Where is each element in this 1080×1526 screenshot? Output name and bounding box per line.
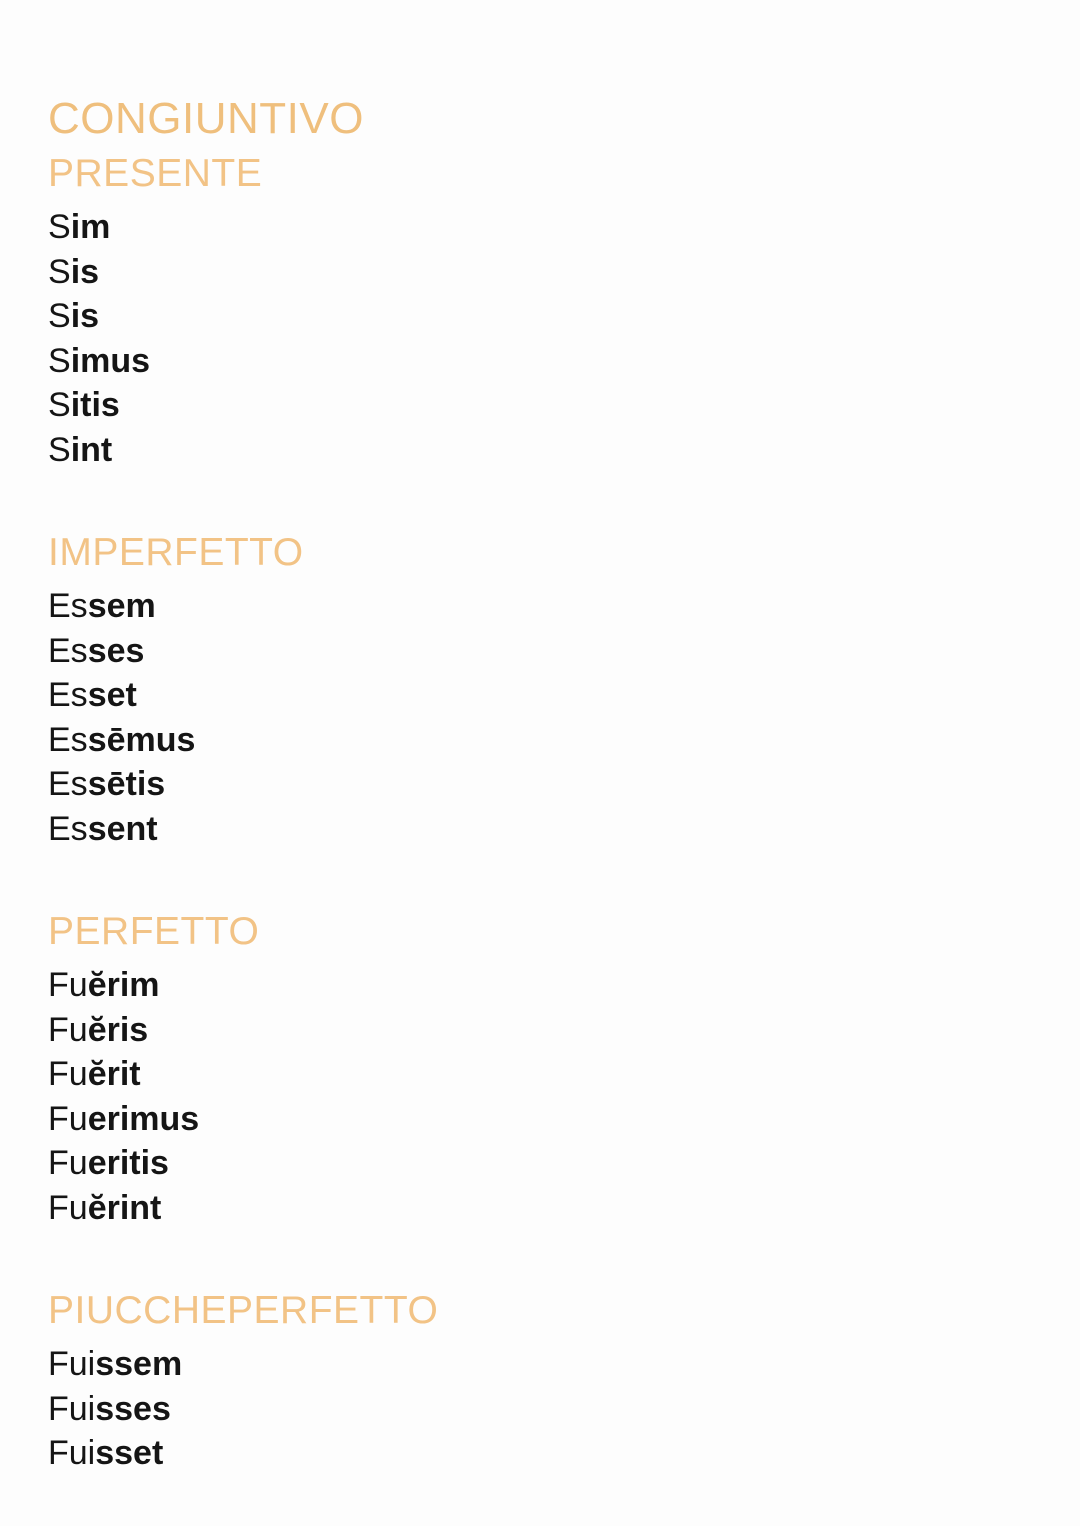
section-heading-imperfetto: IMPERFETTO [48,531,304,574]
verb-form: Essent [48,809,158,848]
verb-form: Fueritis [48,1144,169,1182]
verb-form: Sitis [48,386,120,424]
page-title: CONGIUNTIVO [48,94,364,143]
verb-form: Esses [48,631,145,670]
verb-form: Fuĕrit [48,1055,141,1093]
verb-form: Fuĕrint [48,1188,162,1227]
verb-form: Essētis [48,765,166,803]
verb-form: Essem [48,587,156,625]
section-imperfetto [48,530,1032,851]
verb-form: Sint [48,430,113,469]
verb-form: Fuisset [48,1434,164,1472]
verb-form: Fuĕrim [48,966,160,1004]
verb-form: Esset [48,676,137,714]
verb-form: Sis [48,297,100,335]
verb-form: Fuĕris [48,1010,149,1049]
section-piuccheperfetto [48,1288,1032,1476]
verb-form: Sis [48,252,100,291]
section-heading-piuccheperfetto: PIUCCHEPERFETTO [48,1289,439,1332]
section-perfetto [48,909,1032,1230]
verb-form: Essēmus [48,720,196,759]
verb-form: Fuerimus [48,1099,200,1138]
verb-form: Sim [48,208,111,246]
verb-form: Fuisses [48,1389,171,1428]
verb-form: Fuissem [48,1345,183,1383]
section-heading-perfetto: PERFETTO [48,910,260,953]
section-heading-presente: PRESENTE [48,152,263,195]
verb-form: Simus [48,341,151,380]
section-presente [48,151,1032,472]
